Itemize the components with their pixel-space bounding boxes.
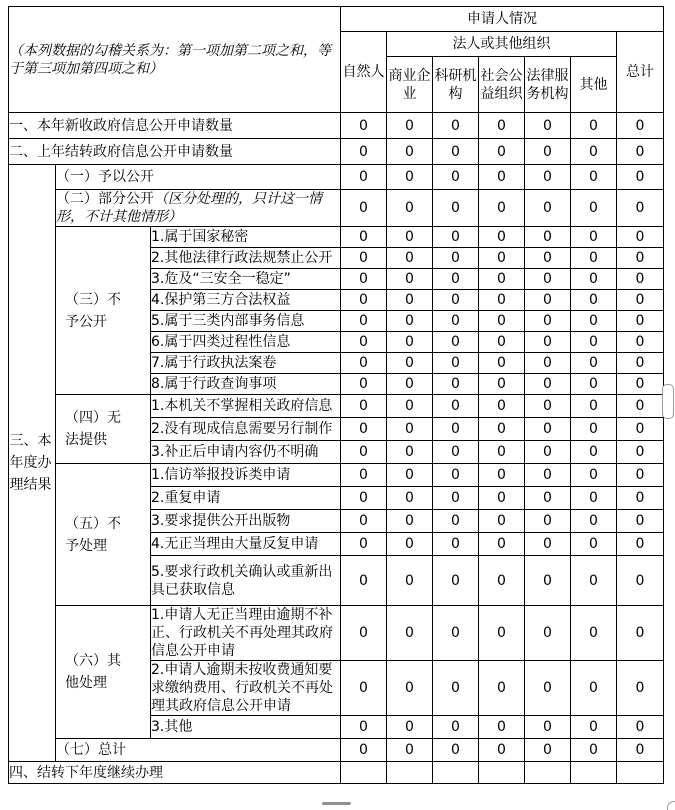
- value-cell: 0: [433, 165, 479, 190]
- section3-label: 三、本年度办理结果: [9, 165, 56, 762]
- value-cell: 0: [525, 661, 571, 716]
- row-label-carried-over: 二、上年结转政府信息公开申请数量: [9, 139, 341, 165]
- value-cell: 0: [525, 716, 571, 739]
- value-cell: 0: [341, 139, 387, 165]
- value-cell: 0: [617, 533, 664, 556]
- value-cell: 0: [479, 510, 525, 533]
- value-cell: 0: [571, 248, 617, 269]
- value-cell: 0: [617, 248, 664, 269]
- value-cell: 0: [571, 374, 617, 395]
- group-label-4: （四）无法提供: [56, 395, 151, 464]
- value-cell: 0: [525, 533, 571, 556]
- item-label: 3.要求提供公开出版物: [151, 510, 341, 533]
- value-cell: 0: [479, 374, 525, 395]
- group-label-7: （七）总计: [56, 739, 341, 762]
- group-label-1: （一）予以公开: [56, 165, 341, 190]
- value-cell: [525, 762, 571, 784]
- value-cell: 0: [341, 606, 387, 661]
- value-cell: 0: [571, 739, 617, 762]
- item-label: 2.重复申请: [151, 487, 341, 510]
- value-cell: 0: [433, 606, 479, 661]
- row-label-new-requests: 一、本年新收政府信息公开申请数量: [9, 113, 341, 139]
- value-cell: 0: [525, 227, 571, 248]
- row-label-next-year: 四、结转下年度继续办理: [9, 762, 341, 784]
- value-cell: 0: [571, 533, 617, 556]
- value-cell: 0: [341, 487, 387, 510]
- value-cell: 0: [433, 248, 479, 269]
- value-cell: 0: [479, 441, 525, 464]
- col-header-social: 社会公益组织: [479, 57, 525, 113]
- value-cell: 0: [617, 139, 664, 165]
- item-label: 8.属于行政查询事项: [151, 374, 341, 395]
- item-label: 1.本机关不掌握相关政府信息: [151, 395, 341, 418]
- value-cell: 0: [341, 332, 387, 353]
- value-cell: 0: [341, 464, 387, 487]
- value-cell: 0: [571, 139, 617, 165]
- value-cell: 0: [341, 533, 387, 556]
- item-label: 1.属于国家秘密: [151, 227, 341, 248]
- item-label: 4.保护第三方合法权益: [151, 290, 341, 311]
- value-cell: 0: [341, 353, 387, 374]
- value-cell: 0: [479, 248, 525, 269]
- value-cell: 0: [341, 739, 387, 762]
- item-label: 3.危及“三安全一稳定”: [151, 269, 341, 290]
- horizontal-scrollbar-thumb[interactable]: [322, 802, 351, 805]
- value-cell: 0: [571, 113, 617, 139]
- value-cell: 0: [433, 487, 479, 510]
- value-cell: 0: [433, 716, 479, 739]
- value-cell: 0: [617, 311, 664, 332]
- value-cell: 0: [341, 510, 387, 533]
- value-cell: 0: [571, 418, 617, 441]
- value-cell: 0: [387, 374, 433, 395]
- value-cell: 0: [525, 248, 571, 269]
- value-cell: 0: [433, 190, 479, 227]
- value-cell: 0: [571, 556, 617, 606]
- value-cell: 0: [617, 464, 664, 487]
- value-cell: 0: [433, 533, 479, 556]
- value-cell: 0: [387, 661, 433, 716]
- value-cell: 0: [525, 311, 571, 332]
- value-cell: 0: [479, 190, 525, 227]
- value-cell: 0: [433, 139, 479, 165]
- value-cell: 0: [617, 269, 664, 290]
- value-cell: 0: [479, 139, 525, 165]
- value-cell: 0: [387, 739, 433, 762]
- value-cell: 0: [571, 269, 617, 290]
- value-cell: 0: [571, 227, 617, 248]
- value-cell: 0: [617, 418, 664, 441]
- value-cell: 0: [525, 165, 571, 190]
- group-label-3: （三）不予公开: [56, 227, 151, 395]
- gov-info-disclosure-table: [8, 6, 664, 784]
- value-cell: 0: [571, 464, 617, 487]
- value-cell: 0: [341, 556, 387, 606]
- value-cell: 0: [571, 606, 617, 661]
- value-cell: 0: [617, 739, 664, 762]
- item-label: 1.申请人无正当理由逾期不补正、行政机关不再处理其政府信息公开申请: [151, 606, 341, 661]
- value-cell: 0: [387, 113, 433, 139]
- value-cell: 0: [571, 290, 617, 311]
- col-header-research: 科研机构: [433, 57, 479, 113]
- value-cell: 0: [617, 661, 664, 716]
- item-label: 5.属于三类内部事务信息: [151, 311, 341, 332]
- value-cell: 0: [479, 353, 525, 374]
- value-cell: 0: [479, 606, 525, 661]
- group-label-6: （六）其他处理: [56, 606, 151, 739]
- value-cell: 0: [525, 290, 571, 311]
- value-cell: [571, 762, 617, 784]
- value-cell: 0: [525, 269, 571, 290]
- value-cell: 0: [617, 510, 664, 533]
- value-cell: 0: [479, 165, 525, 190]
- value-cell: [341, 762, 387, 784]
- legal-org-header: 法人或其他组织: [387, 32, 617, 57]
- value-cell: 0: [341, 418, 387, 441]
- value-cell: 0: [341, 716, 387, 739]
- value-cell: 0: [571, 190, 617, 227]
- value-cell: 0: [433, 661, 479, 716]
- value-cell: 0: [387, 139, 433, 165]
- value-cell: 0: [433, 374, 479, 395]
- value-cell: 0: [479, 227, 525, 248]
- value-cell: 0: [571, 441, 617, 464]
- value-cell: 0: [433, 311, 479, 332]
- value-cell: [479, 762, 525, 784]
- value-cell: 0: [341, 113, 387, 139]
- value-cell: 0: [479, 533, 525, 556]
- value-cell: 0: [341, 311, 387, 332]
- reconciliation-note: （本列数据的勾稽关系为：第一项加第二项之和，等于第三项加第四项之和）: [9, 7, 341, 113]
- value-cell: 0: [479, 487, 525, 510]
- value-cell: 0: [525, 374, 571, 395]
- value-cell: 0: [479, 395, 525, 418]
- group-label-2-main: （二）部分公开: [56, 191, 154, 207]
- value-cell: 0: [525, 190, 571, 227]
- value-cell: 0: [617, 227, 664, 248]
- value-cell: 0: [617, 556, 664, 606]
- value-cell: 0: [387, 487, 433, 510]
- item-label: 4.无正当理由大量反复申请: [151, 533, 341, 556]
- value-cell: 0: [525, 739, 571, 762]
- group-label-5: （五）不予处理: [56, 464, 151, 606]
- col-header-natural-person: 自然人: [341, 32, 387, 113]
- item-label: 2.申请人逾期未按收费通知要求缴纳费用、行政机关不再处理其政府信息公开申请: [151, 661, 341, 716]
- value-cell: 0: [617, 190, 664, 227]
- value-cell: 0: [479, 556, 525, 606]
- value-cell: 0: [387, 165, 433, 190]
- value-cell: 0: [387, 606, 433, 661]
- group-label-2: [56, 190, 341, 227]
- value-cell: 0: [479, 716, 525, 739]
- value-cell: 0: [617, 353, 664, 374]
- value-cell: 0: [387, 556, 433, 606]
- item-label: 3.其他: [151, 716, 341, 739]
- value-cell: 0: [617, 395, 664, 418]
- item-label: 5.要求行政机关确认或重新出具已获取信息: [151, 556, 341, 606]
- value-cell: 0: [525, 487, 571, 510]
- value-cell: 0: [479, 739, 525, 762]
- value-cell: 0: [525, 353, 571, 374]
- value-cell: 0: [525, 418, 571, 441]
- value-cell: 0: [341, 165, 387, 190]
- value-cell: 0: [341, 374, 387, 395]
- value-cell: 0: [387, 510, 433, 533]
- value-cell: 0: [571, 353, 617, 374]
- value-cell: 0: [617, 441, 664, 464]
- value-cell: 0: [387, 418, 433, 441]
- col-header-legal-service: 法律服务机构: [525, 57, 571, 113]
- value-cell: 0: [525, 510, 571, 533]
- value-cell: 0: [479, 290, 525, 311]
- value-cell: [433, 762, 479, 784]
- value-cell: 0: [387, 269, 433, 290]
- col-header-total: 总计: [617, 32, 664, 113]
- value-cell: 0: [433, 441, 479, 464]
- item-label: 2.其他法律行政法规禁止公开: [151, 248, 341, 269]
- value-cell: 0: [433, 353, 479, 374]
- value-cell: 0: [571, 510, 617, 533]
- value-cell: 0: [479, 113, 525, 139]
- value-cell: 0: [341, 190, 387, 227]
- value-cell: 0: [387, 533, 433, 556]
- item-label: 2.没有现成信息需要另行制作: [151, 418, 341, 441]
- value-cell: 0: [479, 464, 525, 487]
- value-cell: 0: [617, 113, 664, 139]
- value-cell: 0: [341, 269, 387, 290]
- value-cell: 0: [479, 418, 525, 441]
- value-cell: 0: [433, 510, 479, 533]
- value-cell: 0: [479, 332, 525, 353]
- value-cell: 0: [387, 395, 433, 418]
- value-cell: 0: [479, 661, 525, 716]
- value-cell: 0: [525, 556, 571, 606]
- value-cell: 0: [571, 661, 617, 716]
- applicant-situation-header: 申请人情况: [341, 7, 664, 32]
- value-cell: 0: [571, 332, 617, 353]
- group-label-2-note: （区分处理的，只计这一情形，不计其他情形）: [56, 191, 322, 225]
- scrollbar-corner-decoration: [667, 801, 675, 810]
- item-label: 7.属于行政执法案卷: [151, 353, 341, 374]
- col-header-business: 商业企业: [387, 57, 433, 113]
- value-cell: 0: [571, 716, 617, 739]
- value-cell: 0: [617, 332, 664, 353]
- col-header-other: 其他: [571, 57, 617, 113]
- value-cell: 0: [525, 606, 571, 661]
- value-cell: 0: [525, 332, 571, 353]
- item-label: 6.属于四类过程性信息: [151, 332, 341, 353]
- value-cell: 0: [387, 464, 433, 487]
- value-cell: 0: [433, 418, 479, 441]
- value-cell: 0: [387, 716, 433, 739]
- value-cell: 0: [341, 395, 387, 418]
- value-cell: 0: [387, 190, 433, 227]
- value-cell: 0: [433, 290, 479, 311]
- value-cell: [387, 762, 433, 784]
- value-cell: 0: [433, 464, 479, 487]
- value-cell: 0: [387, 227, 433, 248]
- value-cell: 0: [341, 441, 387, 464]
- value-cell: 0: [617, 716, 664, 739]
- value-cell: 0: [617, 165, 664, 190]
- value-cell: 0: [571, 487, 617, 510]
- value-cell: 0: [341, 248, 387, 269]
- value-cell: 0: [387, 290, 433, 311]
- value-cell: 0: [479, 311, 525, 332]
- value-cell: 0: [433, 395, 479, 418]
- value-cell: 0: [525, 113, 571, 139]
- value-cell: 0: [617, 290, 664, 311]
- value-cell: 0: [387, 311, 433, 332]
- value-cell: 0: [433, 113, 479, 139]
- value-cell: 0: [387, 332, 433, 353]
- value-cell: 0: [571, 395, 617, 418]
- value-cell: 0: [479, 269, 525, 290]
- value-cell: 0: [433, 556, 479, 606]
- value-cell: 0: [571, 311, 617, 332]
- value-cell: 0: [433, 332, 479, 353]
- value-cell: 0: [387, 248, 433, 269]
- value-cell: [617, 762, 664, 784]
- value-cell: 0: [387, 353, 433, 374]
- value-cell: 0: [341, 661, 387, 716]
- value-cell: 0: [433, 227, 479, 248]
- value-cell: 0: [525, 464, 571, 487]
- vertical-scrollbar-thumb[interactable]: [662, 384, 674, 419]
- value-cell: 0: [433, 739, 479, 762]
- value-cell: 0: [525, 395, 571, 418]
- item-label: 3.补正后申请内容仍不明确: [151, 441, 341, 464]
- value-cell: 0: [433, 269, 479, 290]
- value-cell: 0: [525, 139, 571, 165]
- item-label: 1.信访举报投诉类申请: [151, 464, 341, 487]
- value-cell: 0: [341, 290, 387, 311]
- value-cell: 0: [525, 441, 571, 464]
- value-cell: 0: [387, 441, 433, 464]
- value-cell: 0: [617, 606, 664, 661]
- value-cell: 0: [617, 374, 664, 395]
- value-cell: 0: [341, 227, 387, 248]
- value-cell: 0: [617, 487, 664, 510]
- value-cell: 0: [571, 165, 617, 190]
